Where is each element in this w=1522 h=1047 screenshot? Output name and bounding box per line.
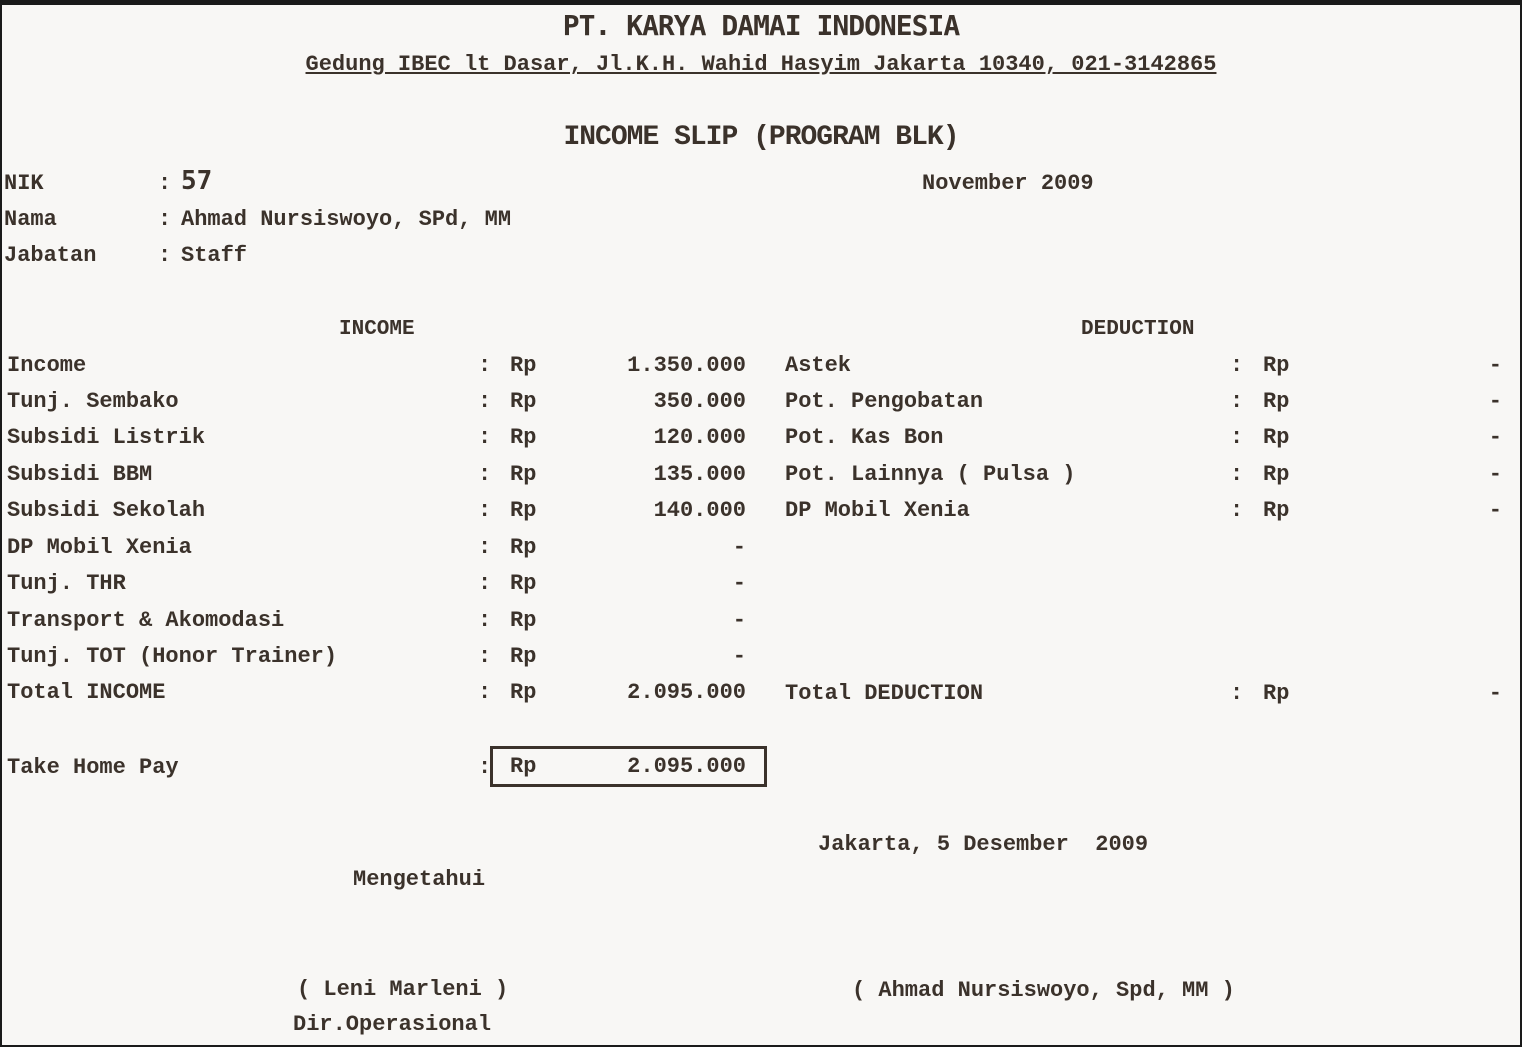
deduction-row-value: - <box>1488 425 1502 450</box>
deduction-heading: DEDUCTION <box>1081 318 1195 341</box>
period: November 2009 <box>922 171 1094 196</box>
income-row-value: 2.095.000 <box>627 680 746 705</box>
income-row-currency: Rp <box>510 389 537 414</box>
deduction-row-colon: : <box>1230 462 1244 487</box>
jabatan-label: Jabatan <box>4 243 97 268</box>
place-date: Jakarta, 5 Desember 2009 <box>818 832 1149 857</box>
company-name: PT. KARYA DAMAI INDONESIA <box>562 9 960 42</box>
income-row-currency: Rp <box>510 644 537 669</box>
income-heading: INCOME <box>339 318 415 341</box>
deduction-row-currency: Rp <box>1263 389 1290 414</box>
jabatan-value: Staff <box>181 243 248 268</box>
jabatan-colon: : <box>158 243 172 268</box>
total-deduction-currency: Rp <box>1263 681 1290 706</box>
income-row-value: 135.000 <box>653 462 746 487</box>
income-row-value: 1.350.000 <box>627 353 746 378</box>
nama-label: Nama <box>4 207 57 232</box>
deduction-row-label: Pot. Lainnya ( Pulsa ) <box>785 462 1076 487</box>
deduction-row-currency: Rp <box>1263 498 1290 523</box>
income-row-colon: : <box>478 571 492 596</box>
income-row-label: Tunj. THR <box>7 571 126 596</box>
deduction-row-colon: : <box>1230 353 1244 378</box>
deduction-row-label: DP Mobil Xenia <box>785 498 970 523</box>
take-home-currency: Rp <box>510 754 537 779</box>
income-row-currency: Rp <box>510 680 537 705</box>
total-deduction-label: Total DEDUCTION <box>785 681 984 706</box>
income-row-colon: : <box>478 425 492 450</box>
take-home-value: 2.095.000 <box>627 754 746 779</box>
nik-value: 57 <box>181 166 213 196</box>
income-row-label: Subsidi BBM <box>7 462 153 487</box>
income-row-currency: Rp <box>510 462 537 487</box>
nik-label: NIK <box>4 171 44 196</box>
income-row-currency: Rp <box>510 353 537 378</box>
deduction-row-value: - <box>1488 498 1502 523</box>
income-row-value: - <box>732 644 746 669</box>
total-deduction-colon: : <box>1230 681 1244 706</box>
income-row-colon: : <box>478 353 492 378</box>
nama-value: Ahmad Nursiswoyo, SPd, MM <box>181 207 512 232</box>
acknowledged-label: Mengetahui <box>353 867 486 892</box>
income-row-currency: Rp <box>510 498 537 523</box>
income-row-colon: : <box>478 535 492 560</box>
income-row-value: - <box>732 535 746 560</box>
income-row-currency: Rp <box>510 571 537 596</box>
income-row-label: Subsidi Listrik <box>7 425 206 450</box>
take-home-label: Take Home Pay <box>7 755 179 780</box>
income-row-value: 350.000 <box>653 389 746 414</box>
income-row-colon: : <box>478 608 492 633</box>
take-home-colon: : <box>478 755 492 780</box>
deduction-row-value: - <box>1488 389 1502 414</box>
deduction-row-colon: : <box>1230 498 1244 523</box>
income-row-label: Transport & Akomodasi <box>7 608 285 633</box>
income-row-value: 140.000 <box>653 498 746 523</box>
signer-right: ( Ahmad Nursiswoyo, Spd, MM ) <box>852 978 1235 1003</box>
income-row-label: Total INCOME <box>7 680 166 705</box>
deduction-row-colon: : <box>1230 389 1244 414</box>
income-row-value: - <box>732 571 746 596</box>
income-row-colon: : <box>478 680 492 705</box>
nama-colon: : <box>158 207 172 232</box>
deduction-row-label: Pot. Kas Bon <box>785 425 944 450</box>
income-row-value: 120.000 <box>653 425 746 450</box>
income-row-colon: : <box>478 462 492 487</box>
deduction-row-currency: Rp <box>1263 462 1290 487</box>
income-row-label: Income <box>7 353 87 378</box>
income-row-label: Tunj. Sembako <box>7 389 179 414</box>
deduction-row-label: Pot. Pengobatan <box>785 389 984 414</box>
signer-left-title: Dir.Operasional <box>293 1012 492 1037</box>
deduction-row-label: Astek <box>785 353 852 378</box>
income-row-colon: : <box>478 498 492 523</box>
income-row-label: Tunj. TOT (Honor Trainer) <box>7 644 338 669</box>
income-row-currency: Rp <box>510 608 537 633</box>
nik-colon: : <box>158 171 172 196</box>
deduction-row-value: - <box>1488 462 1502 487</box>
deduction-row-value: - <box>1488 353 1502 378</box>
income-row-currency: Rp <box>510 425 537 450</box>
signer-left: ( Leni Marleni ) <box>297 977 509 1002</box>
income-row-value: - <box>732 608 746 633</box>
deduction-row-currency: Rp <box>1263 353 1290 378</box>
deduction-row-currency: Rp <box>1263 425 1290 450</box>
income-row-colon: : <box>478 644 492 669</box>
document-title: INCOME SLIP (PROGRAM BLK) <box>563 122 959 153</box>
income-row-currency: Rp <box>510 535 537 560</box>
income-row-label: DP Mobil Xenia <box>7 535 192 560</box>
income-row-label: Subsidi Sekolah <box>7 498 206 523</box>
income-row-colon: : <box>478 389 492 414</box>
total-deduction-value: - <box>1488 681 1502 706</box>
company-address: Gedung IBEC lt Dasar, Jl.K.H. Wahid Hasyim Jakarta 10340, 021-3142865 <box>305 52 1217 77</box>
deduction-row-colon: : <box>1230 425 1244 450</box>
